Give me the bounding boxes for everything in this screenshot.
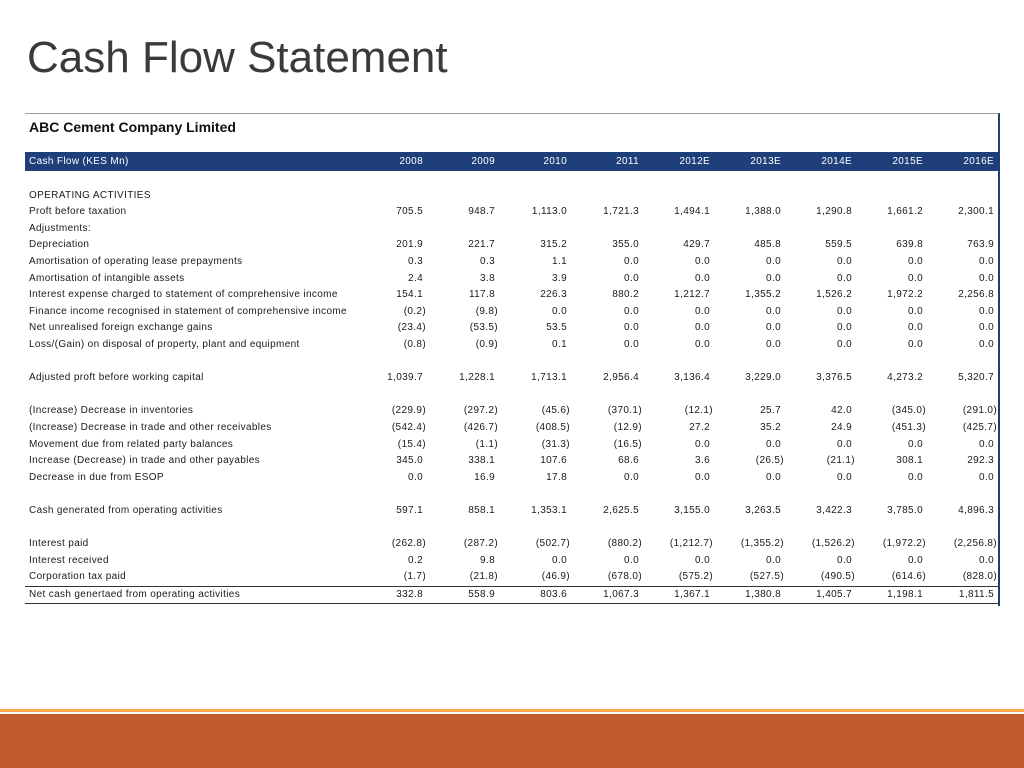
value-cell: 3,263.5 — [745, 504, 781, 516]
value-cell — [643, 221, 714, 238]
table-header-row — [25, 152, 998, 171]
value-cell: 107.6 — [540, 455, 567, 467]
value-cell: 3,155.0 — [674, 504, 710, 516]
value-cell: 332.8 — [355, 586, 427, 604]
value-cell: (1,972.2) — [882, 538, 926, 550]
spacer-cell — [25, 486, 998, 503]
value-cell: 1.1 — [552, 255, 567, 267]
value-cell: 3,422.3 — [816, 504, 852, 516]
value-cell: (31.3) — [541, 438, 570, 450]
row-label: Net cash genertaed from operating activities — [25, 586, 355, 604]
value-cell: 3,376.5 — [816, 372, 852, 384]
value-cell: 948.7 — [468, 206, 495, 218]
year-header: 2008 — [355, 152, 427, 171]
value-cell: 3,136.4 — [674, 372, 710, 384]
value-cell — [571, 221, 643, 238]
value-cell: 0.3 — [480, 255, 495, 267]
value-cell: 0.0 — [837, 305, 852, 317]
year-header: 2015E — [856, 152, 927, 171]
value-cell: (46.9) — [541, 571, 570, 583]
row-label: Decrease in due from ESOP — [29, 471, 164, 483]
row-label: OPERATING ACTIVITIES — [29, 189, 151, 201]
value-cell: 355.0 — [612, 239, 639, 251]
value-cell: 0.0 — [766, 272, 781, 284]
value-cell: (45.6) — [541, 405, 570, 417]
value-cell: 1,972.2 — [887, 289, 923, 301]
table-row — [25, 503, 998, 520]
value-cell: 25.7 — [760, 405, 781, 417]
footer-bar — [0, 714, 1024, 768]
value-cell: 0.0 — [695, 554, 710, 566]
spacer-row — [25, 486, 998, 503]
row-label: Cash generated from operating activities — [29, 504, 223, 516]
value-cell — [427, 188, 499, 205]
value-cell: (16.5) — [613, 438, 642, 450]
value-cell: 0.0 — [979, 438, 994, 450]
value-cell: 0.0 — [979, 338, 994, 350]
value-cell: 1,494.1 — [674, 206, 710, 218]
value-cell: 0.0 — [837, 438, 852, 450]
value-cell: 0.0 — [766, 322, 781, 334]
value-cell: (502.7) — [535, 538, 570, 550]
value-cell: 1,367.1 — [643, 586, 714, 604]
value-cell: 0.0 — [624, 305, 639, 317]
value-cell: (297.2) — [463, 405, 498, 417]
value-cell: 315.2 — [540, 239, 567, 251]
value-cell — [355, 221, 427, 238]
row-label: Movement due from related party balances — [29, 438, 234, 450]
value-cell: 0.0 — [979, 554, 994, 566]
value-cell: 705.5 — [396, 206, 423, 218]
value-cell: 429.7 — [683, 239, 710, 251]
row-label: Interest paid — [29, 538, 89, 550]
value-cell: (1.7) — [403, 571, 426, 583]
table-row — [25, 420, 998, 437]
total-row — [25, 586, 998, 604]
year-header: 2016E — [927, 152, 998, 171]
value-cell: (0.8) — [403, 338, 426, 350]
value-cell: 2,956.4 — [603, 372, 639, 384]
value-cell: 880.2 — [612, 289, 639, 301]
value-cell: (425.7) — [962, 421, 997, 433]
table-row — [25, 553, 998, 570]
table-row — [25, 320, 998, 337]
table-row — [25, 287, 998, 304]
year-header: 2009 — [427, 152, 499, 171]
value-cell: 2,300.1 — [958, 206, 994, 218]
value-cell: 3,785.0 — [887, 504, 923, 516]
value-cell: 0.0 — [695, 272, 710, 284]
value-cell: 292.3 — [967, 455, 994, 467]
value-cell: (21.1) — [826, 455, 855, 467]
value-cell: 1,721.3 — [603, 206, 639, 218]
value-cell: 0.0 — [837, 338, 852, 350]
row-label: (Increase) Decrease in inventories — [29, 405, 194, 417]
value-cell: 0.0 — [837, 471, 852, 483]
spacer-cell — [25, 354, 998, 371]
value-cell: 485.8 — [754, 239, 781, 251]
value-cell: 1,290.8 — [816, 206, 852, 218]
table-row — [25, 536, 998, 553]
value-cell — [355, 188, 427, 205]
value-cell: 1,228.1 — [459, 372, 495, 384]
value-cell: (614.6) — [891, 571, 926, 583]
value-cell — [856, 188, 927, 205]
value-cell: 0.0 — [837, 322, 852, 334]
value-cell: (287.2) — [463, 538, 498, 550]
value-cell: 17.8 — [546, 471, 567, 483]
cash-flow-sheet — [25, 113, 1000, 606]
value-cell — [714, 188, 785, 205]
value-cell: 1,353.1 — [531, 504, 567, 516]
value-cell: (12.1) — [684, 405, 713, 417]
value-cell: 338.1 — [468, 455, 495, 467]
row-label: Increase (Decrease) in trade and other payables — [29, 455, 261, 467]
row-label: Interest received — [29, 554, 109, 566]
value-cell: 1,355.2 — [745, 289, 781, 301]
value-cell: 559.5 — [825, 239, 852, 251]
table-row — [25, 304, 998, 321]
row-label: Amortisation of operating lease prepayments — [29, 255, 243, 267]
row-label: Proft before taxation — [29, 206, 127, 218]
value-cell: 1,067.3 — [571, 586, 643, 604]
value-cell: 0.0 — [552, 305, 567, 317]
value-cell: 1,661.2 — [887, 206, 923, 218]
value-cell: 0.0 — [695, 322, 710, 334]
value-cell: 0.0 — [695, 338, 710, 350]
value-cell: 0.0 — [624, 272, 639, 284]
value-cell: 0.3 — [408, 255, 423, 267]
value-cell: 9.8 — [480, 554, 495, 566]
value-cell: (1.1) — [475, 438, 498, 450]
value-cell: 2,256.8 — [958, 289, 994, 301]
table-row — [25, 337, 998, 354]
value-cell: (345.0) — [891, 405, 926, 417]
value-cell: 42.0 — [831, 405, 852, 417]
value-cell: 0.0 — [408, 471, 423, 483]
value-cell: (408.5) — [535, 421, 570, 433]
row-label: Interest expense charged to statement of comprehensive income — [29, 289, 338, 301]
table-body — [25, 171, 998, 604]
value-cell: 0.0 — [837, 255, 852, 267]
row-label: Amortisation of intangible assets — [29, 272, 185, 284]
value-cell: 1,388.0 — [745, 206, 781, 218]
value-cell — [927, 188, 998, 205]
table-row — [25, 470, 998, 487]
value-cell: 3.8 — [480, 272, 495, 284]
value-cell: (370.1) — [607, 405, 642, 417]
value-cell: (1,212.7) — [669, 538, 713, 550]
value-cell: 117.8 — [468, 289, 495, 301]
table-row — [25, 271, 998, 288]
spacer-row — [25, 519, 998, 536]
value-cell: 345.0 — [396, 455, 423, 467]
value-cell: (2,256.8) — [953, 538, 997, 550]
value-cell: 639.8 — [896, 239, 923, 251]
section-label-row — [25, 221, 998, 238]
value-cell: 0.0 — [908, 471, 923, 483]
value-cell: (15.4) — [397, 438, 426, 450]
spacer-cell — [25, 387, 998, 404]
value-cell: 0.0 — [979, 272, 994, 284]
value-cell: (229.9) — [391, 405, 426, 417]
table-row — [25, 403, 998, 420]
year-header: 2014E — [785, 152, 856, 171]
value-cell: 0.0 — [908, 322, 923, 334]
value-cell — [785, 221, 856, 238]
value-cell: 0.0 — [979, 255, 994, 267]
value-cell: 0.0 — [979, 322, 994, 334]
value-cell — [785, 188, 856, 205]
spacer-cell — [25, 171, 998, 188]
year-header: 2011 — [571, 152, 643, 171]
footer-accent-line — [0, 709, 1024, 712]
value-cell: (23.4) — [397, 322, 426, 334]
value-cell: (880.2) — [607, 538, 642, 550]
value-cell: (1,526.2) — [811, 538, 855, 550]
value-cell: 1,198.1 — [856, 586, 927, 604]
value-cell: 1,405.7 — [785, 586, 856, 604]
value-cell: 24.9 — [831, 421, 852, 433]
value-cell: 2,625.5 — [603, 504, 639, 516]
value-cell: 1,713.1 — [531, 372, 567, 384]
slide-title: Cash Flow Statement — [27, 33, 448, 82]
spacer-cell — [25, 519, 998, 536]
value-cell: (678.0) — [607, 571, 642, 583]
value-cell: 597.1 — [396, 504, 423, 516]
value-cell: 803.6 — [499, 586, 571, 604]
cash-flow-table — [25, 152, 998, 604]
value-cell — [571, 188, 643, 205]
value-cell: 858.1 — [468, 504, 495, 516]
value-cell: 1,039.7 — [387, 372, 423, 384]
value-cell: (426.7) — [463, 421, 498, 433]
value-cell — [714, 221, 785, 238]
value-cell: 0.0 — [552, 554, 567, 566]
value-cell: (26.5) — [755, 455, 784, 467]
value-cell: 27.2 — [689, 421, 710, 433]
value-cell: 3.9 — [552, 272, 567, 284]
value-cell: 0.0 — [979, 305, 994, 317]
table-row — [25, 237, 998, 254]
table-row — [25, 569, 998, 586]
value-cell — [499, 221, 571, 238]
value-cell: 0.0 — [766, 305, 781, 317]
spacer-row — [25, 171, 998, 188]
value-cell: 0.0 — [695, 255, 710, 267]
value-cell: 68.6 — [618, 455, 639, 467]
value-cell: 1,380.8 — [714, 586, 785, 604]
value-cell: (262.8) — [391, 538, 426, 550]
value-cell: 308.1 — [896, 455, 923, 467]
value-cell: (12.9) — [613, 421, 642, 433]
value-cell: 0.0 — [695, 305, 710, 317]
value-cell: (0.9) — [475, 338, 498, 350]
value-cell: 0.0 — [766, 471, 781, 483]
value-cell: (575.2) — [678, 571, 713, 583]
value-cell: (53.5) — [469, 322, 498, 334]
value-cell: (0.2) — [403, 305, 426, 317]
value-cell — [927, 221, 998, 238]
company-name: ABC Cement Company Limited — [29, 119, 236, 135]
value-cell: (1,355.2) — [740, 538, 784, 550]
value-cell: 201.9 — [396, 239, 423, 251]
spacer-row — [25, 354, 998, 371]
value-cell: 226.3 — [540, 289, 567, 301]
value-cell: 0.0 — [624, 255, 639, 267]
value-cell: 0.0 — [908, 272, 923, 284]
value-cell: 0.0 — [908, 338, 923, 350]
value-cell: 0.0 — [837, 554, 852, 566]
value-cell: 0.0 — [624, 471, 639, 483]
table-row — [25, 453, 998, 470]
spacer-row — [25, 387, 998, 404]
value-cell: (291.0) — [962, 405, 997, 417]
value-cell: 0.0 — [695, 438, 710, 450]
year-header: 2010 — [499, 152, 571, 171]
value-cell: 1,526.2 — [816, 289, 852, 301]
value-cell: 4,896.3 — [958, 504, 994, 516]
value-cell: 0.0 — [624, 322, 639, 334]
value-cell: (451.3) — [891, 421, 926, 433]
value-cell: (542.4) — [391, 421, 426, 433]
value-cell: 53.5 — [546, 322, 567, 334]
value-cell — [427, 221, 499, 238]
row-label: Adjusted proft before working capital — [29, 372, 204, 384]
table-row — [25, 204, 998, 221]
table-row — [25, 437, 998, 454]
table-row — [25, 254, 998, 271]
value-cell — [499, 188, 571, 205]
value-cell: 0.0 — [624, 338, 639, 350]
value-cell: 0.2 — [408, 554, 423, 566]
value-cell: 1,113.0 — [531, 206, 567, 218]
row-label: (Increase) Decrease in trade and other receivables — [29, 421, 272, 433]
value-cell: 154.1 — [396, 289, 423, 301]
value-cell: 4,273.2 — [887, 372, 923, 384]
value-cell: 221.7 — [468, 239, 495, 251]
value-cell: 1,811.5 — [927, 586, 998, 604]
value-cell: (527.5) — [749, 571, 784, 583]
value-cell: 763.9 — [967, 239, 994, 251]
value-cell: 3.6 — [695, 455, 710, 467]
value-cell: 35.2 — [760, 421, 781, 433]
value-cell: 2.4 — [408, 272, 423, 284]
value-cell: 0.0 — [908, 255, 923, 267]
row-label: Loss/(Gain) on disposal of property, plant and equipment — [29, 338, 300, 350]
value-cell: 1,212.7 — [674, 289, 710, 301]
value-cell: (828.0) — [962, 571, 997, 583]
year-header: 2012E — [643, 152, 714, 171]
row-label: Corporation tax paid — [29, 571, 127, 583]
value-cell — [856, 221, 927, 238]
header-label: Cash Flow (KES Mn) — [25, 152, 355, 171]
value-cell: 0.0 — [624, 554, 639, 566]
value-cell: 0.0 — [695, 471, 710, 483]
value-cell: 16.9 — [474, 471, 495, 483]
value-cell: 0.0 — [766, 438, 781, 450]
value-cell: 0.0 — [908, 554, 923, 566]
value-cell: 0.0 — [908, 438, 923, 450]
value-cell: 0.0 — [766, 255, 781, 267]
value-cell: (490.5) — [820, 571, 855, 583]
value-cell: 558.9 — [427, 586, 499, 604]
value-cell: 0.0 — [979, 471, 994, 483]
value-cell: 3,229.0 — [745, 372, 781, 384]
value-cell: 0.1 — [552, 338, 567, 350]
row-label: Finance income recognised in statement of comprehensive income — [29, 305, 347, 317]
row-label: Adjustments: — [29, 222, 92, 234]
value-cell: 0.0 — [766, 338, 781, 350]
year-header: 2013E — [714, 152, 785, 171]
row-label: Depreciation — [29, 239, 90, 251]
value-cell: (21.8) — [469, 571, 498, 583]
value-cell: 0.0 — [766, 554, 781, 566]
row-label: Net unrealised foreign exchange gains — [29, 322, 213, 334]
value-cell: 0.0 — [908, 305, 923, 317]
value-cell: (9.8) — [475, 305, 498, 317]
section-label-row — [25, 188, 998, 205]
value-cell — [643, 188, 714, 205]
table-row — [25, 370, 998, 387]
value-cell: 0.0 — [837, 272, 852, 284]
value-cell: 5,320.7 — [958, 372, 994, 384]
